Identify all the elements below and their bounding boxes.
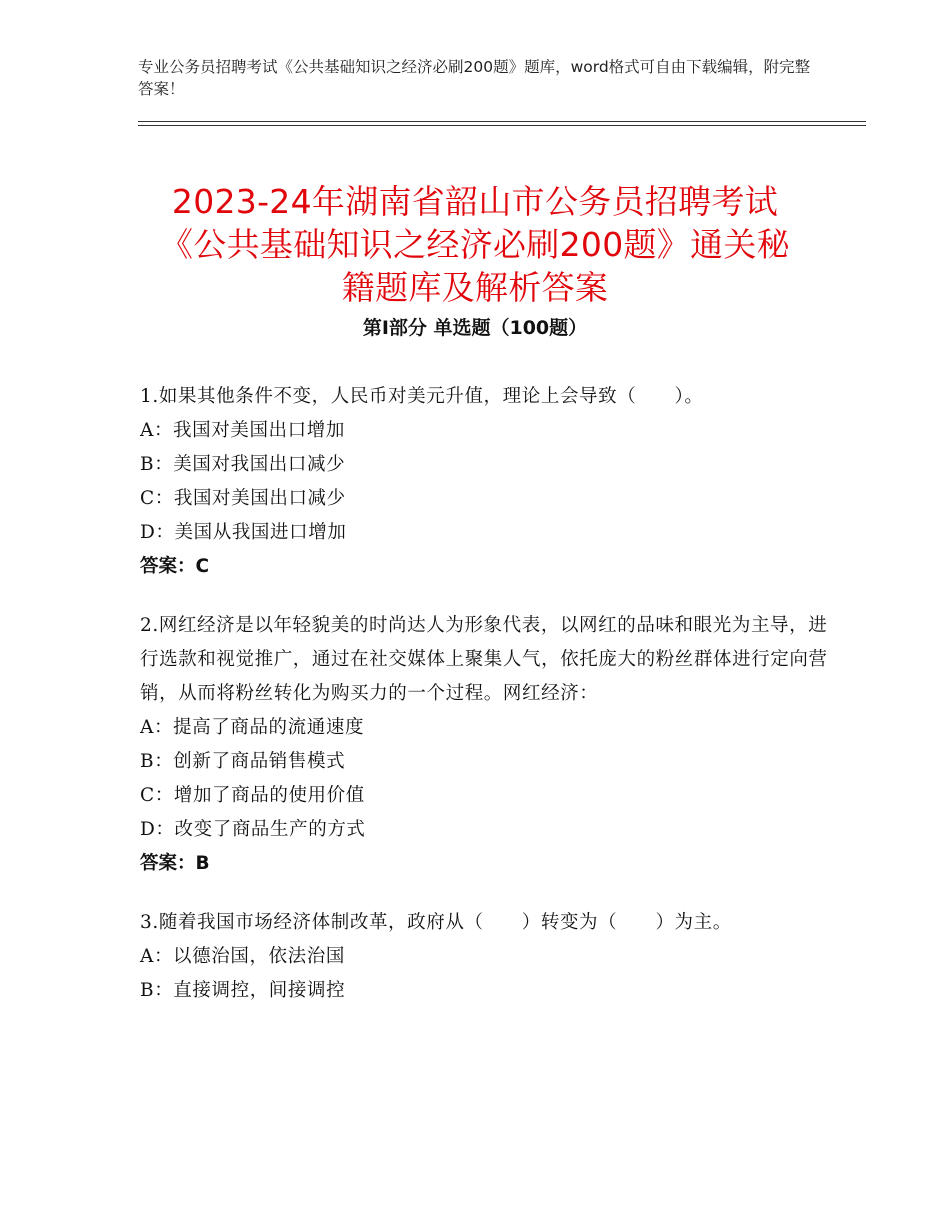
option-d: D：改变了商品生产的方式 bbox=[140, 819, 366, 840]
option-a: A：我国对美国出口增加 bbox=[140, 420, 345, 441]
option-b: B：创新了商品销售模式 bbox=[140, 751, 346, 772]
title-line: 2023-24年湖南省韶山市公务员招聘考试 bbox=[171, 182, 779, 222]
option-b: B：美国对我国出口减少 bbox=[140, 454, 346, 475]
answer: 答案：C bbox=[140, 556, 210, 577]
title-line: 《公共基础知识之经济必刷200题》通关秘 bbox=[160, 225, 790, 265]
answer: 答案：B bbox=[140, 853, 210, 874]
option-d: D：美国从我国进口增加 bbox=[140, 522, 347, 543]
option-a: A：提高了商品的流通速度 bbox=[140, 717, 365, 738]
header-divider-secondary bbox=[138, 125, 866, 126]
section-title: 第Ⅰ部分 单选题（100题） bbox=[362, 317, 588, 339]
option-a: A：以德治国，依法治国 bbox=[140, 946, 345, 967]
option-c: C：增加了商品的使用价值 bbox=[140, 785, 365, 806]
header-note: 专业公务员招聘考试《公共基础知识之经济必刷200题》题库，word格式可自由下载编辑，附完整答案！ bbox=[138, 58, 811, 98]
question-stem: 2.网红经济是以年轻貌美的时尚达人为形象代表，以网红的品味和眼光为主导，进行选款和视觉推广，通过在社交媒体上聚集人气，依托庞大的粉丝群体进行定向营销，从而将粉丝转化为购买力的一个过程。网红经济： bbox=[140, 615, 828, 704]
question-2 bbox=[140, 609, 830, 881]
question-1 bbox=[140, 380, 830, 584]
question-stem: 3.随着我国市场经济体制改革，政府从（ ）转变为（ ）为主。 bbox=[140, 912, 732, 933]
title-line: 籍题库及解析答案 bbox=[341, 268, 609, 308]
option-c: C：我国对美国出口减少 bbox=[140, 488, 346, 509]
header-divider bbox=[138, 121, 866, 122]
document-title bbox=[100, 180, 850, 309]
question-3 bbox=[140, 906, 830, 1008]
option-b: B：直接调控，间接调控 bbox=[140, 980, 346, 1001]
question-list bbox=[140, 380, 830, 1033]
question-stem: 1.如果其他条件不变，人民币对美元升值，理论上会导致（ ）。 bbox=[140, 386, 704, 407]
